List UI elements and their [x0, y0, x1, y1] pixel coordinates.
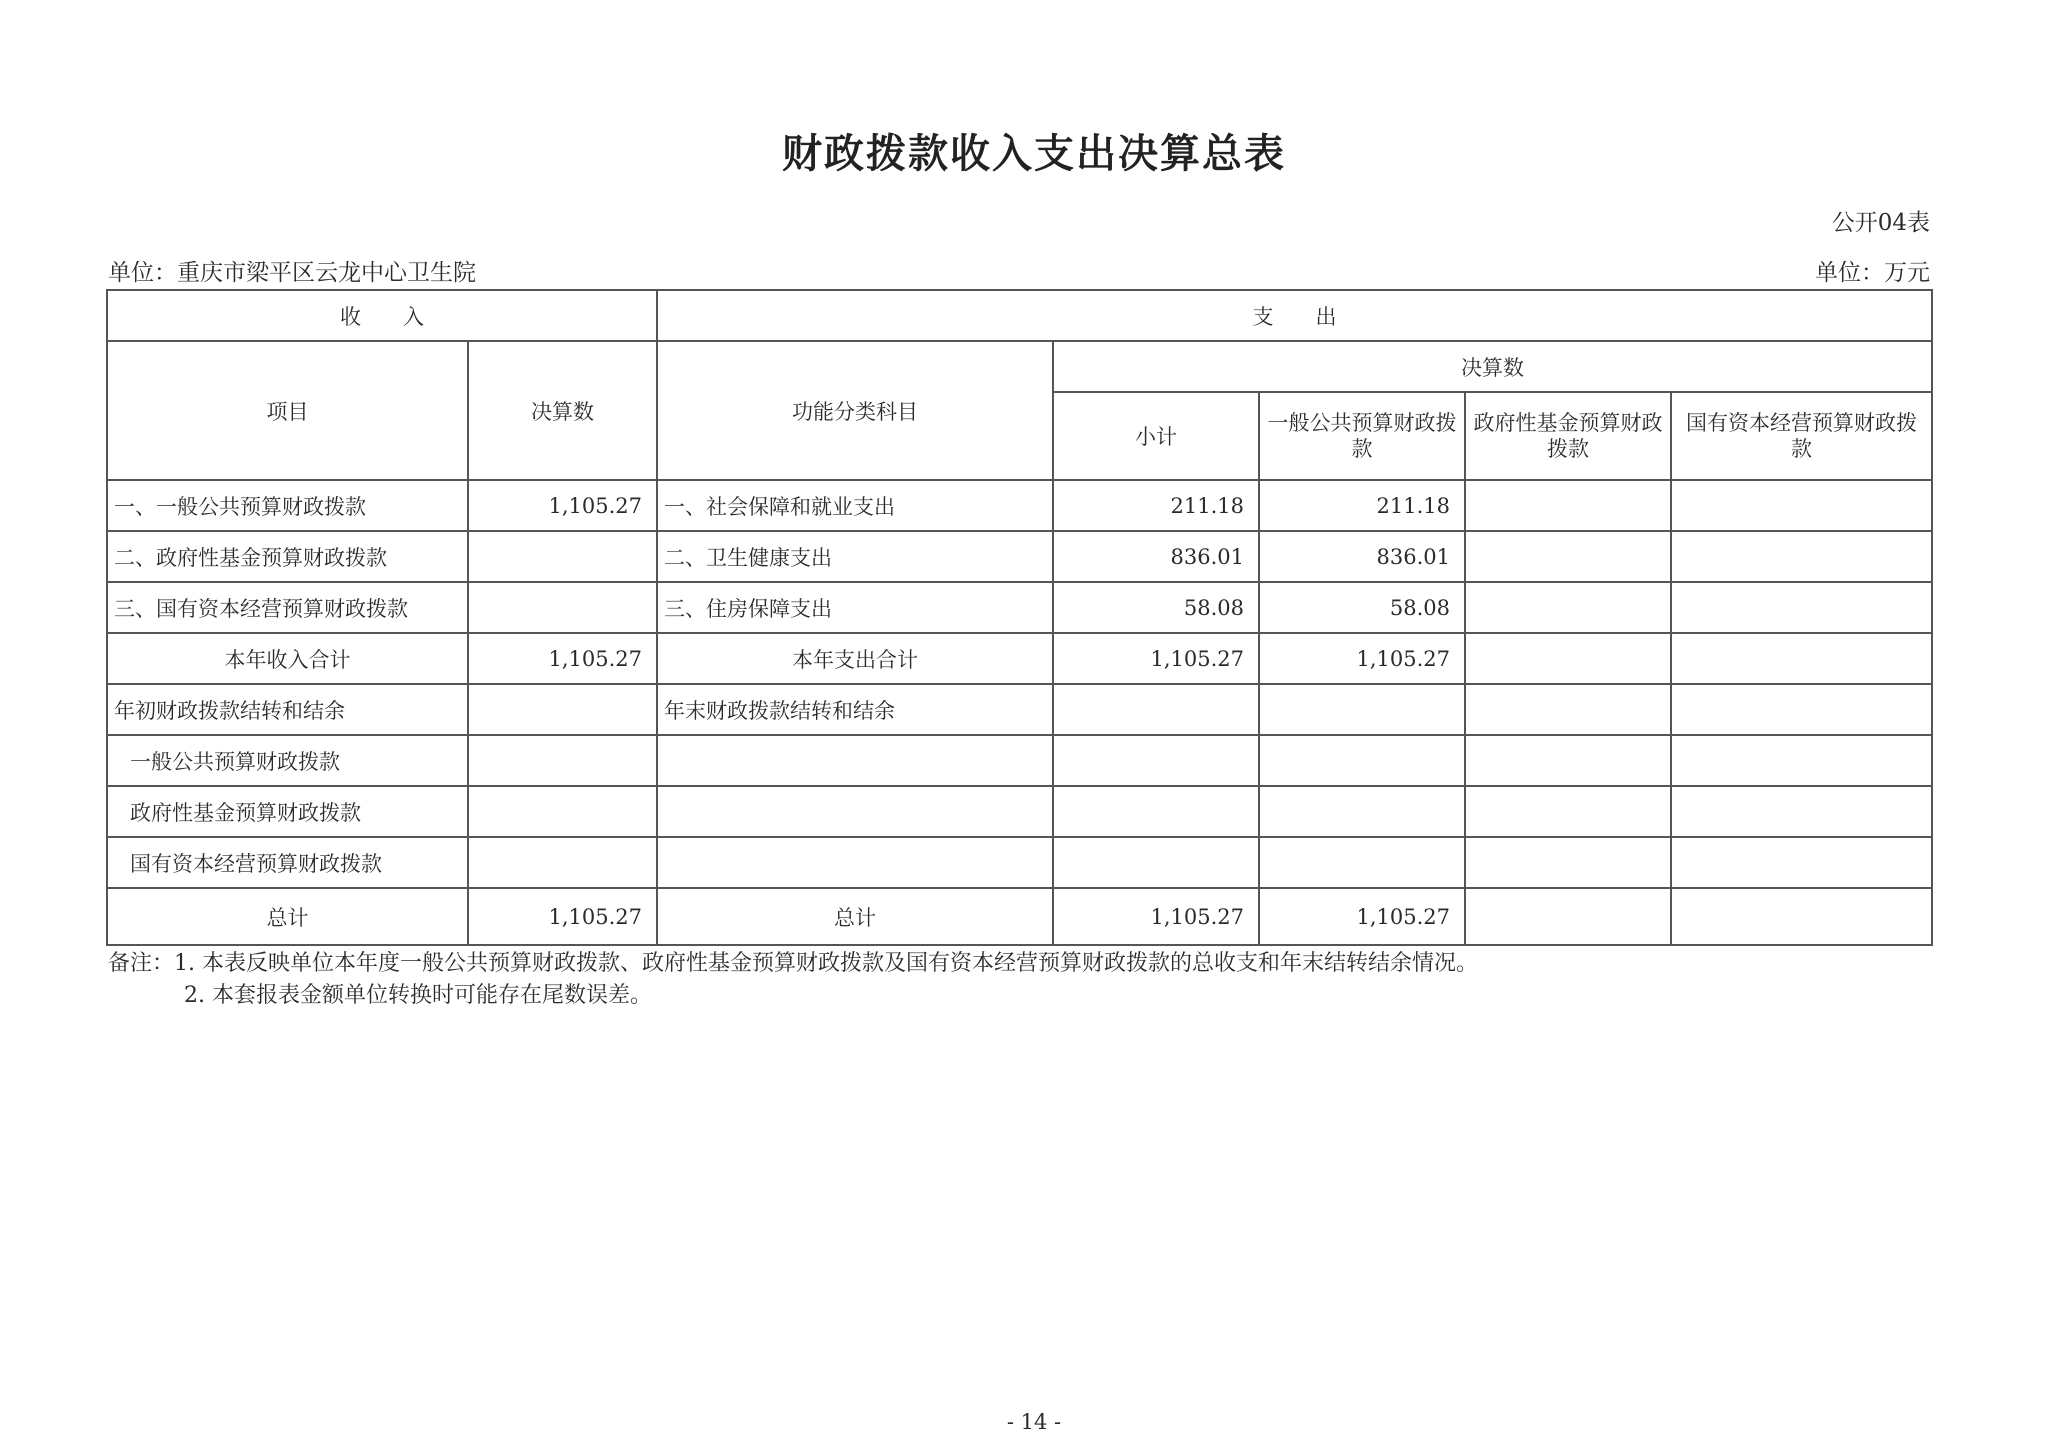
income-amount — [468, 786, 657, 837]
income-item: 本年收入合计 — [107, 633, 468, 684]
income-item: 三、国有资本经营预算财政拨款 — [107, 582, 468, 633]
expense-item — [657, 837, 1053, 888]
expense-item: 一、社会保障和就业支出 — [657, 480, 1053, 531]
fund-value — [1465, 633, 1671, 684]
table-row — [107, 837, 1932, 888]
general-value: 211.18 — [1259, 480, 1465, 531]
note-line-2: 2. 本套报表金额单位转换时可能存在尾数误差。 — [184, 983, 652, 1008]
general-value: 58.08 — [1259, 582, 1465, 633]
state-value — [1671, 837, 1932, 888]
state-value — [1671, 684, 1932, 735]
subtotal-header: 小计 — [1053, 392, 1259, 480]
income-header: 收 入 — [107, 290, 657, 341]
state-value — [1671, 531, 1932, 582]
table-row — [107, 531, 1932, 582]
income-amount: 1,105.27 — [468, 480, 657, 531]
table-row — [107, 888, 1932, 945]
income-item: 政府性基金预算财政拨款 — [107, 786, 468, 837]
general-budget-header: 一般公共预算财政拨款 — [1259, 392, 1465, 480]
expense-item — [657, 735, 1053, 786]
unit-name: 单位：重庆市梁平区云龙中心卫生院 — [108, 260, 476, 286]
income-amount: 1,105.27 — [468, 633, 657, 684]
expense-item: 本年支出合计 — [657, 633, 1053, 684]
table-row — [107, 633, 1932, 684]
table-row — [107, 786, 1932, 837]
income-amount-header: 决算数 — [468, 341, 657, 480]
income-item: 一、一般公共预算财政拨款 — [107, 480, 468, 531]
notes — [108, 948, 1478, 1012]
fund-budget-header: 政府性基金预算财政拨款 — [1465, 392, 1671, 480]
general-value: 1,105.27 — [1259, 888, 1465, 945]
table-row — [107, 735, 1932, 786]
table-row — [107, 582, 1932, 633]
fund-value — [1465, 735, 1671, 786]
state-value — [1671, 888, 1932, 945]
income-amount — [468, 684, 657, 735]
state-value — [1671, 582, 1932, 633]
state-capital-header: 国有资本经营预算财政拨款 — [1671, 392, 1932, 480]
subtotal-value: 836.01 — [1053, 531, 1259, 582]
income-amount — [468, 735, 657, 786]
income-item: 二、政府性基金预算财政拨款 — [107, 531, 468, 582]
fund-value — [1465, 531, 1671, 582]
state-value — [1671, 735, 1932, 786]
income-item: 总计 — [107, 888, 468, 945]
fund-value — [1465, 786, 1671, 837]
fund-value — [1465, 480, 1671, 531]
expense-item: 三、住房保障支出 — [657, 582, 1053, 633]
subtotal-value: 211.18 — [1053, 480, 1259, 531]
state-value — [1671, 480, 1932, 531]
fund-value — [1465, 582, 1671, 633]
page-number: - 14 - — [1006, 1410, 1062, 1434]
page-title: 财政拨款收入支出决算总表 — [782, 130, 1286, 177]
item-header: 项目 — [107, 341, 468, 480]
fund-value — [1465, 837, 1671, 888]
income-item: 一般公共预算财政拨款 — [107, 735, 468, 786]
income-amount — [468, 837, 657, 888]
table-row — [107, 480, 1932, 531]
budget-table — [106, 289, 1933, 946]
function-category-header: 功能分类科目 — [657, 341, 1053, 480]
expense-item — [657, 786, 1053, 837]
expense-amount-header: 决算数 — [1053, 341, 1932, 392]
expense-item: 二、卫生健康支出 — [657, 531, 1053, 582]
income-amount — [468, 531, 657, 582]
general-value — [1259, 735, 1465, 786]
income-amount: 1,105.27 — [468, 888, 657, 945]
subtotal-value — [1053, 786, 1259, 837]
general-value: 1,105.27 — [1259, 633, 1465, 684]
fund-value — [1465, 888, 1671, 945]
state-value — [1671, 633, 1932, 684]
table-row — [107, 684, 1932, 735]
form-code: 公开04表 — [1831, 210, 1930, 236]
expense-item: 年末财政拨款结转和结余 — [657, 684, 1053, 735]
general-value — [1259, 837, 1465, 888]
income-item: 年初财政拨款结转和结余 — [107, 684, 468, 735]
subtotal-value — [1053, 837, 1259, 888]
general-value — [1259, 786, 1465, 837]
income-item: 国有资本经营预算财政拨款 — [107, 837, 468, 888]
subtotal-value — [1053, 684, 1259, 735]
expense-item: 总计 — [657, 888, 1053, 945]
fund-value — [1465, 684, 1671, 735]
subtotal-value: 1,105.27 — [1053, 633, 1259, 684]
general-value: 836.01 — [1259, 531, 1465, 582]
note-line-1: 备注：1. 本表反映单位本年度一般公共预算财政拨款、政府性基金预算财政拨款及国有资本经营预算财政拨款的总收支和年末结转结余情况。 — [108, 951, 1478, 976]
general-value — [1259, 684, 1465, 735]
income-amount — [468, 582, 657, 633]
state-value — [1671, 786, 1932, 837]
subtotal-value: 58.08 — [1053, 582, 1259, 633]
expense-header: 支 出 — [657, 290, 1932, 341]
subtotal-value — [1053, 735, 1259, 786]
currency-unit: 单位：万元 — [1815, 260, 1930, 286]
subtotal-value: 1,105.27 — [1053, 888, 1259, 945]
